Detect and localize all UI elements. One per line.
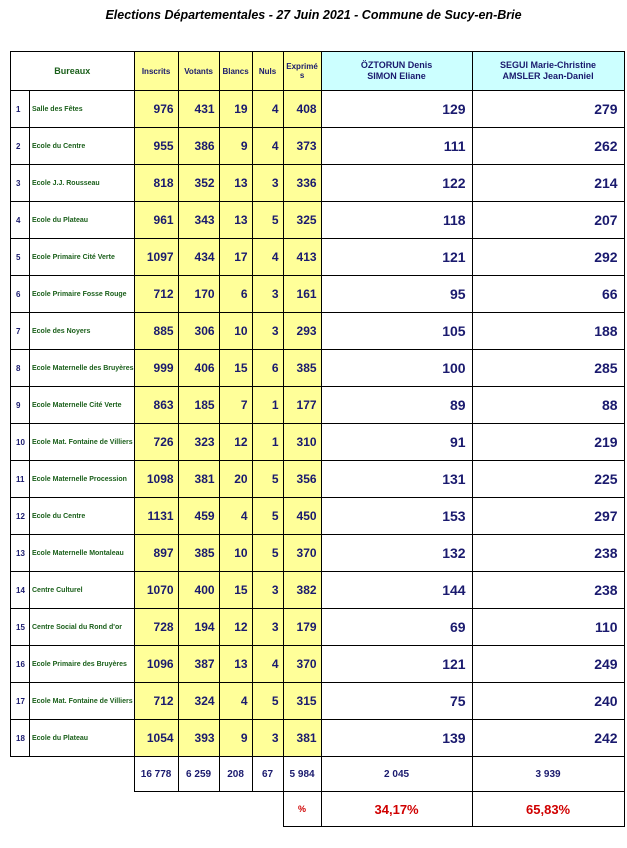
bureau-name: Salle des Fêtes bbox=[30, 91, 135, 128]
bureau-number: 8 bbox=[11, 350, 30, 387]
candidate-2-value: 188 bbox=[472, 313, 624, 350]
exprimes-value: 413 bbox=[283, 239, 321, 276]
candidate-1-name-1: ÖZTORUN Denis bbox=[360, 60, 433, 70]
bureau-number: 2 bbox=[11, 128, 30, 165]
bureau-name: Ecole du Centre bbox=[30, 128, 135, 165]
votants-value: 393 bbox=[178, 720, 219, 757]
exprimes-value: 381 bbox=[283, 720, 321, 757]
table-row bbox=[11, 276, 625, 313]
bureau-name: Ecole J.J. Rousseau bbox=[30, 165, 135, 202]
candidate-1-value: 118 bbox=[321, 202, 472, 239]
candidate-2-value: 240 bbox=[472, 683, 624, 720]
inscrits-value: 712 bbox=[134, 683, 178, 720]
votants-value: 323 bbox=[178, 424, 219, 461]
exprimes-value: 356 bbox=[283, 461, 321, 498]
totals-row bbox=[11, 757, 625, 792]
table-row bbox=[11, 202, 625, 239]
exprimes-value: 370 bbox=[283, 646, 321, 683]
bureau-number: 16 bbox=[11, 646, 30, 683]
bureau-name: Ecole Primaire des Bruyères bbox=[30, 646, 135, 683]
page-title: Elections Départementales - 27 Juin 2021 - Commune de Sucy-en-Brie bbox=[105, 8, 522, 22]
blancs-value: 13 bbox=[219, 646, 252, 683]
votants-value: 185 bbox=[178, 387, 219, 424]
nuls-value: 1 bbox=[252, 387, 283, 424]
header-votants: Votants bbox=[178, 52, 219, 91]
votants-value: 194 bbox=[178, 609, 219, 646]
inscrits-value: 897 bbox=[134, 535, 178, 572]
inscrits-value: 1070 bbox=[134, 572, 178, 609]
candidate-1-value: 89 bbox=[321, 387, 472, 424]
candidate-1-value: 129 bbox=[321, 91, 472, 128]
inscrits-value: 885 bbox=[134, 313, 178, 350]
votants-value: 381 bbox=[178, 461, 219, 498]
candidate-2-value: 66 bbox=[472, 276, 624, 313]
votants-value: 324 bbox=[178, 683, 219, 720]
table-row bbox=[11, 313, 625, 350]
total-votants: 6 259 bbox=[178, 757, 219, 792]
votants-value: 434 bbox=[178, 239, 219, 276]
nuls-value: 5 bbox=[252, 202, 283, 239]
exprimes-value: 408 bbox=[283, 91, 321, 128]
bureau-name: Ecole Maternelle des Bruyères bbox=[30, 350, 135, 387]
blancs-value: 9 bbox=[219, 720, 252, 757]
percent-spacer bbox=[11, 792, 284, 827]
blancs-value: 17 bbox=[219, 239, 252, 276]
votants-value: 306 bbox=[178, 313, 219, 350]
exprimes-value: 315 bbox=[283, 683, 321, 720]
nuls-value: 4 bbox=[252, 646, 283, 683]
percent-label: % bbox=[283, 792, 321, 827]
blancs-value: 10 bbox=[219, 313, 252, 350]
bureau-number: 15 bbox=[11, 609, 30, 646]
total-candidate-1: 2 045 bbox=[321, 757, 472, 792]
bureau-name: Ecole Maternelle Procession bbox=[30, 461, 135, 498]
total-inscrits: 16 778 bbox=[134, 757, 178, 792]
blancs-value: 9 bbox=[219, 128, 252, 165]
nuls-value: 3 bbox=[252, 313, 283, 350]
candidate-1-value: 111 bbox=[321, 128, 472, 165]
inscrits-value: 863 bbox=[134, 387, 178, 424]
table-row bbox=[11, 646, 625, 683]
table-row bbox=[11, 239, 625, 276]
inscrits-value: 1097 bbox=[134, 239, 178, 276]
bureau-name: Ecole Primaire Fosse Rouge bbox=[30, 276, 135, 313]
inscrits-value: 1096 bbox=[134, 646, 178, 683]
header-exprimes bbox=[283, 52, 321, 91]
exprimes-value: 310 bbox=[283, 424, 321, 461]
inscrits-value: 1098 bbox=[134, 461, 178, 498]
votants-value: 459 bbox=[178, 498, 219, 535]
candidate-1-value: 95 bbox=[321, 276, 472, 313]
candidate-2-value: 279 bbox=[472, 91, 624, 128]
votants-value: 170 bbox=[178, 276, 219, 313]
candidate-2-value: 219 bbox=[472, 424, 624, 461]
candidate-1-value: 100 bbox=[321, 350, 472, 387]
blancs-value: 12 bbox=[219, 424, 252, 461]
header-row bbox=[11, 52, 625, 91]
candidate-1-value: 121 bbox=[321, 239, 472, 276]
bureau-number: 1 bbox=[11, 91, 30, 128]
candidate-2-value: 249 bbox=[472, 646, 624, 683]
exprimes-value: 179 bbox=[283, 609, 321, 646]
totals-spacer bbox=[11, 757, 135, 792]
nuls-value: 5 bbox=[252, 461, 283, 498]
candidate-2-value: 88 bbox=[472, 387, 624, 424]
table-row bbox=[11, 572, 625, 609]
candidate-1-value: 122 bbox=[321, 165, 472, 202]
inscrits-value: 1054 bbox=[134, 720, 178, 757]
inscrits-value: 999 bbox=[134, 350, 178, 387]
table-row bbox=[11, 387, 625, 424]
nuls-value: 3 bbox=[252, 276, 283, 313]
candidate-1-value: 144 bbox=[321, 572, 472, 609]
table-row bbox=[11, 720, 625, 757]
candidate-2-value: 238 bbox=[472, 572, 624, 609]
exprimes-value: 161 bbox=[283, 276, 321, 313]
bureau-name: Ecole Mat. Fontaine de Villiers bbox=[30, 683, 135, 720]
blancs-value: 7 bbox=[219, 387, 252, 424]
bureau-number: 10 bbox=[11, 424, 30, 461]
candidate-1-value: 75 bbox=[321, 683, 472, 720]
header-bureaux: Bureaux bbox=[11, 52, 135, 91]
table-row bbox=[11, 461, 625, 498]
exprimes-value: 370 bbox=[283, 535, 321, 572]
nuls-value: 3 bbox=[252, 165, 283, 202]
blancs-value: 20 bbox=[219, 461, 252, 498]
bureau-name: Ecole du Plateau bbox=[30, 720, 135, 757]
blancs-value: 13 bbox=[219, 202, 252, 239]
candidate-2-value: 238 bbox=[472, 535, 624, 572]
blancs-value: 19 bbox=[219, 91, 252, 128]
nuls-value: 5 bbox=[252, 535, 283, 572]
candidate-1-value: 131 bbox=[321, 461, 472, 498]
inscrits-value: 1131 bbox=[134, 498, 178, 535]
nuls-value: 4 bbox=[252, 239, 283, 276]
bureau-number: 18 bbox=[11, 720, 30, 757]
candidate-1-value: 69 bbox=[321, 609, 472, 646]
blancs-value: 15 bbox=[219, 572, 252, 609]
total-blancs: 208 bbox=[219, 757, 252, 792]
bureau-name: Centre Culturel bbox=[30, 572, 135, 609]
candidate-1-value: 132 bbox=[321, 535, 472, 572]
exprimes-value: 385 bbox=[283, 350, 321, 387]
inscrits-value: 726 bbox=[134, 424, 178, 461]
table-row bbox=[11, 165, 625, 202]
percent-row bbox=[11, 792, 625, 827]
bureau-number: 4 bbox=[11, 202, 30, 239]
bureau-number: 12 bbox=[11, 498, 30, 535]
header-exprimes-line2: s bbox=[299, 71, 305, 80]
table-row bbox=[11, 350, 625, 387]
header-blancs: Blancs bbox=[219, 52, 252, 91]
candidate-2-value: 225 bbox=[472, 461, 624, 498]
bureau-name: Ecole Mat. Fontaine de Villiers bbox=[30, 424, 135, 461]
blancs-value: 10 bbox=[219, 535, 252, 572]
candidate-1-value: 139 bbox=[321, 720, 472, 757]
nuls-value: 3 bbox=[252, 720, 283, 757]
bureau-number: 6 bbox=[11, 276, 30, 313]
bureau-name: Ecole du Plateau bbox=[30, 202, 135, 239]
inscrits-value: 712 bbox=[134, 276, 178, 313]
nuls-value: 5 bbox=[252, 683, 283, 720]
inscrits-value: 728 bbox=[134, 609, 178, 646]
exprimes-value: 325 bbox=[283, 202, 321, 239]
header-inscrits: Inscrits bbox=[134, 52, 178, 91]
nuls-value: 6 bbox=[252, 350, 283, 387]
header-nuls: Nuls bbox=[252, 52, 283, 91]
percent-candidate-1: 34,17% bbox=[321, 792, 472, 827]
blancs-value: 6 bbox=[219, 276, 252, 313]
bureau-number: 9 bbox=[11, 387, 30, 424]
results-table bbox=[10, 51, 625, 827]
header-candidate-2 bbox=[472, 52, 624, 91]
header-exprimes-line1: Exprimé bbox=[286, 62, 318, 71]
bureau-name: Ecole Maternelle Montaleau bbox=[30, 535, 135, 572]
nuls-value: 5 bbox=[252, 498, 283, 535]
nuls-value: 3 bbox=[252, 572, 283, 609]
candidate-2-value: 285 bbox=[472, 350, 624, 387]
table-row bbox=[11, 128, 625, 165]
bureau-number: 17 bbox=[11, 683, 30, 720]
bureau-name: Ecole Maternelle Cité Verte bbox=[30, 387, 135, 424]
blancs-value: 13 bbox=[219, 165, 252, 202]
table-row bbox=[11, 498, 625, 535]
votants-value: 343 bbox=[178, 202, 219, 239]
exprimes-value: 336 bbox=[283, 165, 321, 202]
exprimes-value: 450 bbox=[283, 498, 321, 535]
inscrits-value: 955 bbox=[134, 128, 178, 165]
exprimes-value: 373 bbox=[283, 128, 321, 165]
nuls-value: 1 bbox=[252, 424, 283, 461]
blancs-value: 12 bbox=[219, 609, 252, 646]
votants-value: 406 bbox=[178, 350, 219, 387]
nuls-value: 4 bbox=[252, 91, 283, 128]
total-nuls: 67 bbox=[252, 757, 283, 792]
candidate-2-value: 297 bbox=[472, 498, 624, 535]
exprimes-value: 293 bbox=[283, 313, 321, 350]
votants-value: 400 bbox=[178, 572, 219, 609]
exprimes-value: 382 bbox=[283, 572, 321, 609]
bureau-number: 3 bbox=[11, 165, 30, 202]
bureau-number: 7 bbox=[11, 313, 30, 350]
votants-value: 387 bbox=[178, 646, 219, 683]
header-candidate-1 bbox=[321, 52, 472, 91]
candidate-1-value: 153 bbox=[321, 498, 472, 535]
votants-value: 385 bbox=[178, 535, 219, 572]
candidate-2-value: 207 bbox=[472, 202, 624, 239]
bureau-number: 13 bbox=[11, 535, 30, 572]
total-candidate-2: 3 939 bbox=[472, 757, 624, 792]
candidate-1-value: 105 bbox=[321, 313, 472, 350]
candidate-2-value: 242 bbox=[472, 720, 624, 757]
votants-value: 431 bbox=[178, 91, 219, 128]
percent-candidate-2: 65,83% bbox=[472, 792, 624, 827]
candidate-1-name-2: SIMON Eliane bbox=[367, 71, 426, 81]
candidate-2-name-2: AMSLER Jean-Daniel bbox=[502, 71, 594, 81]
candidate-2-name-1: SEGUI Marie-Christine bbox=[500, 60, 597, 70]
inscrits-value: 976 bbox=[134, 91, 178, 128]
inscrits-value: 961 bbox=[134, 202, 178, 239]
blancs-value: 4 bbox=[219, 683, 252, 720]
nuls-value: 3 bbox=[252, 609, 283, 646]
blancs-value: 15 bbox=[219, 350, 252, 387]
candidate-2-value: 214 bbox=[472, 165, 624, 202]
candidate-1-value: 91 bbox=[321, 424, 472, 461]
bureau-name: Ecole Primaire Cité Verte bbox=[30, 239, 135, 276]
blancs-value: 4 bbox=[219, 498, 252, 535]
table-row bbox=[11, 683, 625, 720]
bureau-name: Ecole des Noyers bbox=[30, 313, 135, 350]
bureau-number: 11 bbox=[11, 461, 30, 498]
bureau-name: Ecole du Centre bbox=[30, 498, 135, 535]
votants-value: 386 bbox=[178, 128, 219, 165]
total-exprimes: 5 984 bbox=[283, 757, 321, 792]
bureau-number: 5 bbox=[11, 239, 30, 276]
candidate-2-value: 292 bbox=[472, 239, 624, 276]
candidate-2-value: 262 bbox=[472, 128, 624, 165]
inscrits-value: 818 bbox=[134, 165, 178, 202]
nuls-value: 4 bbox=[252, 128, 283, 165]
exprimes-value: 177 bbox=[283, 387, 321, 424]
votants-value: 352 bbox=[178, 165, 219, 202]
table-row bbox=[11, 535, 625, 572]
candidate-2-value: 110 bbox=[472, 609, 624, 646]
table-row bbox=[11, 609, 625, 646]
bureau-number: 14 bbox=[11, 572, 30, 609]
candidate-1-value: 121 bbox=[321, 646, 472, 683]
table-row bbox=[11, 424, 625, 461]
table-row bbox=[11, 91, 625, 128]
bureau-name: Centre Social du Rond d'or bbox=[30, 609, 135, 646]
